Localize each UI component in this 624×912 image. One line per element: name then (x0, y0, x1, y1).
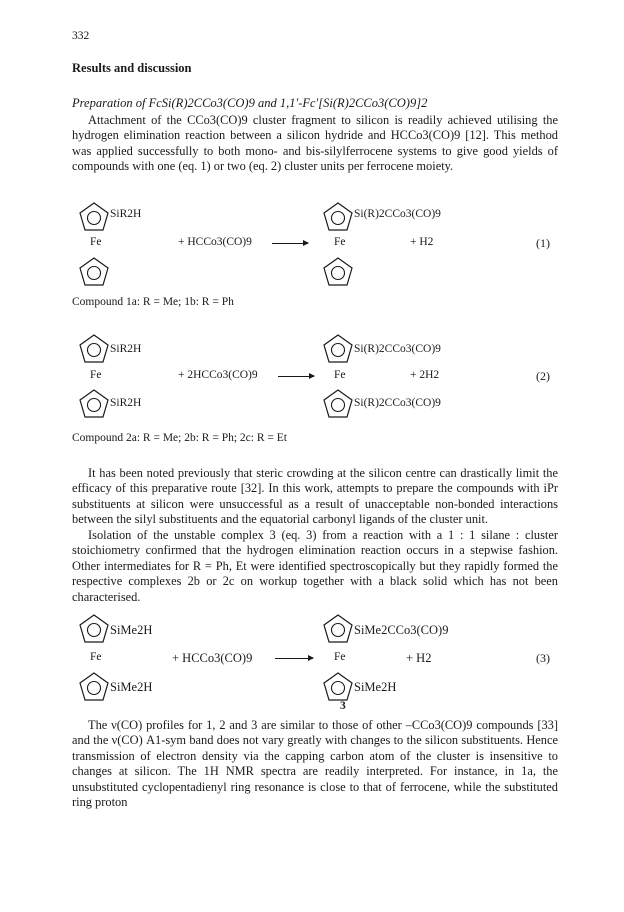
cp-ring-icon (78, 388, 110, 420)
fe-label: Fe (90, 651, 102, 663)
cp-ring-icon (322, 388, 354, 420)
substituent-label: SiMe2H (110, 680, 153, 694)
fe-label: Fe (334, 651, 346, 663)
cp-ring-icon (322, 671, 354, 703)
paragraph-1: Attachment of the CCo3(CO)9 cluster fragment to silicon is readily achieved utilising the hydrogen elimination reaction between a silicon hydride and HCCo3(CO)9 [12]. This method was applied successfully to both mono- and bis-silylferrocene systems to give good yields of compounds with one (eq. 1) or two (eq. 2) cluster units per ferrocene moiety. (72, 113, 558, 174)
equation-number: (2) (536, 369, 550, 383)
reaction-arrow (272, 243, 308, 244)
compound-number: 3 (340, 700, 346, 712)
cp-ring-icon (78, 256, 110, 288)
reagent-label: + HCCo3(CO)9 (172, 651, 253, 665)
substituent-label: SiR2H (110, 343, 142, 355)
byproduct-label: + H2 (410, 236, 434, 248)
paragraph-2: It has been noted previously that steric crowding at the silicon centre can drastically limit the efficacy of this preparative route [32]. In this work, attempts to prepare the compounds with iPr substituents at silicon were unsuccessful as a result of unacceptable non-bonded interactions between the silyl substituents and the equatorial carbonyl ligands of the cluster unit. (72, 466, 558, 527)
byproduct-label: + 2H2 (410, 369, 440, 381)
equation-number: (3) (536, 651, 550, 665)
substituent-label: SiMe2H (354, 680, 397, 694)
substituent-label: SiMe2CCo3(CO)9 (354, 623, 449, 637)
cp-ring-icon (78, 671, 110, 703)
substituent-label: SiR2H (110, 208, 142, 220)
reaction-arrow (278, 376, 314, 377)
cp-ring-icon (322, 256, 354, 288)
reaction-arrow (275, 658, 313, 659)
substituent-label: Si(R)2CCo3(CO)9 (354, 208, 441, 220)
substituent-label: SiR2H (110, 397, 142, 409)
fe-label: Fe (334, 369, 346, 381)
fe-label: Fe (90, 369, 102, 381)
cp-ring-icon (78, 201, 110, 233)
fe-label: Fe (90, 236, 102, 248)
paragraph-4: The ν(CO) profiles for 1, 2 and 3 are similar to those of other –CCo3(CO)9 compounds [33] and the ν(CO) A1-sym band does not vary greatly with changes to the silicon substituents. Hence transmission of electron density via the capping carbon atom of the cluster is insensitive to changes at silicon. The 1H NMR spectra are readily interpreted. For instance, in 1a, the unsubstituted cyclopentadienyl ring resonance is close to that of ferrocene, while the substituted ring proton (72, 718, 558, 810)
substituent-label: SiMe2H (110, 623, 153, 637)
reagent-label: + HCCo3(CO)9 (178, 236, 252, 248)
cp-ring-icon (322, 333, 354, 365)
byproduct-label: + H2 (406, 651, 432, 665)
section-heading: Results and discussion (72, 61, 192, 75)
cp-ring-icon (322, 201, 354, 233)
compound-caption: Compound 2a: R = Me; 2b: R = Ph; 2c: R = Et (72, 432, 287, 444)
compound-caption: Compound 1a: R = Me; 1b: R = Ph (72, 296, 234, 308)
equation-number: (1) (536, 236, 550, 250)
cp-ring-icon (78, 613, 110, 645)
cp-ring-icon (78, 333, 110, 365)
paragraph-3: Isolation of the unstable complex 3 (eq. 3) from a reaction with a 1 : 1 silane : cluster stoichiometry confirmed that the hydrogen elimination reaction occurs in a stepwise fashion. Other intermediates for R = Ph, Et were identified spectroscopically but they rapidly formed the respective complexes 2b or 2c on workup together with a black solid which has not been characterised. (72, 528, 558, 604)
substituent-label: Si(R)2CCo3(CO)9 (354, 343, 441, 355)
substituent-label: Si(R)2CCo3(CO)9 (354, 397, 441, 409)
reagent-label: + 2HCCo3(CO)9 (178, 369, 258, 381)
subsection-heading: Preparation of FcSi(R)2CCo3(CO)9 and 1,1′-Fc′[Si(R)2CCo3(CO)9]2 (72, 96, 428, 110)
page-number: 332 (72, 30, 90, 42)
cp-ring-icon (322, 613, 354, 645)
fe-label: Fe (334, 236, 346, 248)
